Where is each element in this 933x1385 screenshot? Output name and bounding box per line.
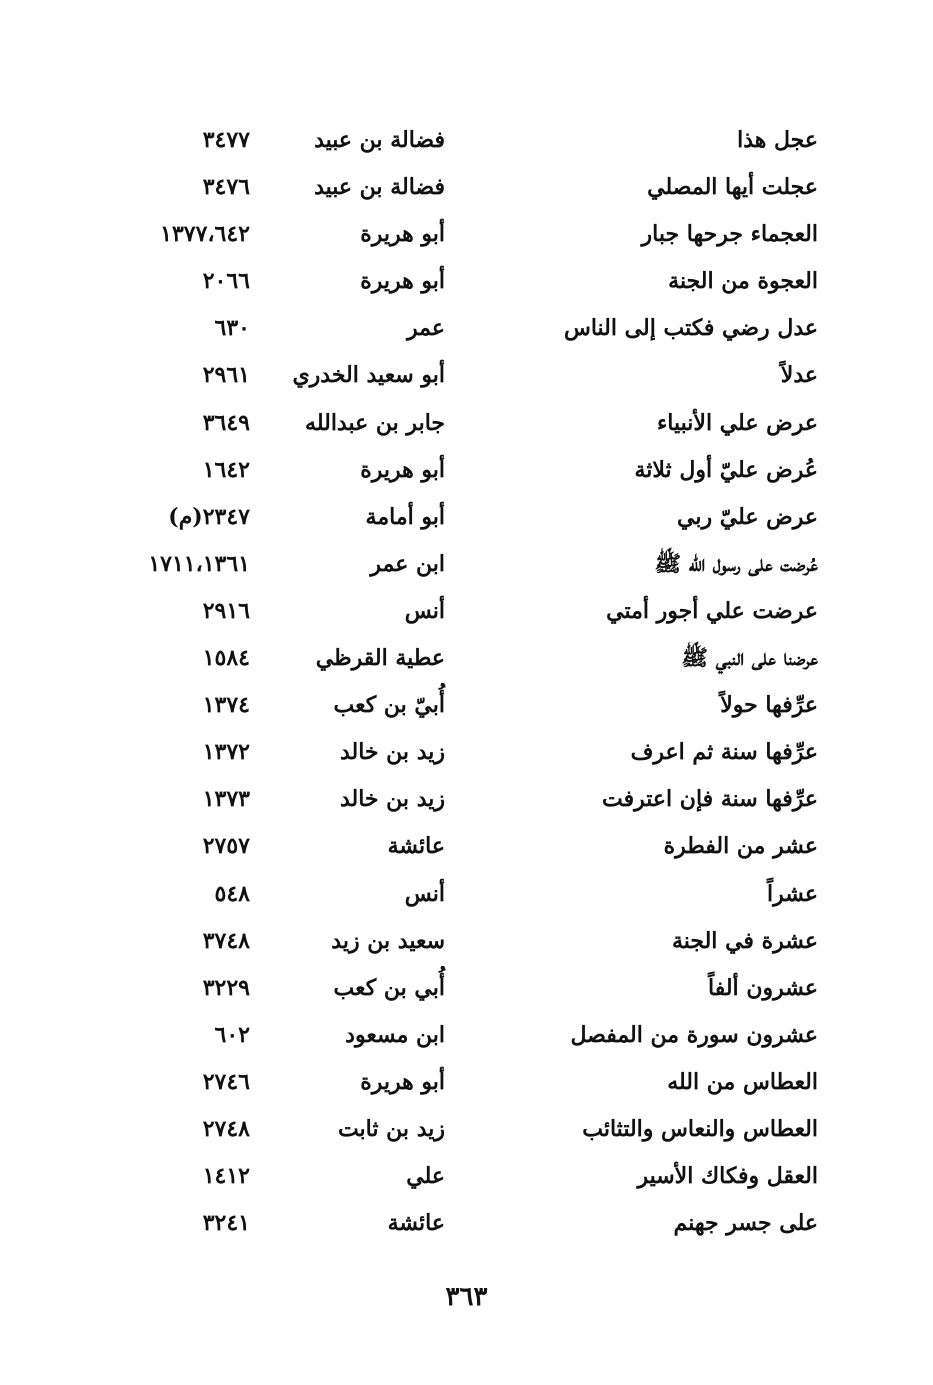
hadith-number: ٦٣٠ [214, 315, 250, 342]
hadith-text: عشر من الفطرة [663, 833, 818, 860]
hadith-number: ١٣٧٤ [202, 692, 250, 719]
hadith-text: عرِّفها حولاً [720, 692, 818, 719]
narrator-name: أبو هريرة [360, 221, 445, 248]
hadith-text: العطاس من الله [667, 1068, 818, 1095]
narrator-name: أُبيّ بن كعب [333, 692, 445, 719]
index-row [0, 352, 933, 399]
hadith-number: ٢٩١٦ [202, 597, 250, 624]
index-row [0, 588, 933, 635]
narrator-name: عائشة [387, 1210, 445, 1237]
hadith-number: ٢٩٦١ [202, 362, 250, 389]
hadith-text: عرِّفها سنة ثم اعرف [630, 739, 818, 766]
narrator-name: ابن عمر [370, 550, 445, 577]
narrator-name: سعيد بن زيد [331, 927, 445, 954]
hadith-text: عرض علي الأنبياء [656, 409, 818, 436]
hadith-number: ٣٤٧٦ [202, 174, 250, 201]
narrator-name: علي [406, 1163, 445, 1190]
hadith-text: عجلت أيها المصلي [647, 174, 818, 201]
narrator-name: أُبي بن كعب [333, 974, 445, 1001]
narrator-name: زيد بن خالد [339, 739, 445, 766]
narrator-name: جابر بن عبدالله [305, 409, 445, 436]
hadith-number: ١٧١١،١٣٦١ [148, 550, 250, 577]
hadith-number: ٢٣٤٧(م) [168, 503, 250, 530]
narrator-name: أبو هريرة [360, 268, 445, 295]
hadith-number: ١٣٧٣ [202, 786, 250, 813]
index-row [0, 447, 933, 494]
hadith-index-list [0, 117, 933, 1247]
index-row [0, 164, 933, 211]
narrator-name: أبو هريرة [360, 1068, 445, 1095]
hadith-text: عشرون ألفاً [708, 974, 818, 1001]
hadith-text: عرضنا على النبي ﷺ [681, 645, 818, 672]
index-row [0, 305, 933, 352]
narrator-name: فضالة بن عبيد [314, 174, 445, 201]
narrator-name: أبو سعيد الخدري [292, 362, 445, 389]
hadith-text: العجوة من الجنة [668, 268, 818, 295]
index-row [0, 400, 933, 447]
hadith-number: ٣٧٤٨ [202, 927, 250, 954]
hadith-text: عُرضت على رسول الله ﷺ [654, 550, 818, 577]
hadith-number: ٣٢٤١ [202, 1210, 250, 1237]
hadith-number: ١٣٧٢ [202, 739, 250, 766]
page-number: ٣٦٣ [445, 1282, 488, 1312]
index-row [0, 729, 933, 776]
index-row [0, 776, 933, 823]
index-row [0, 494, 933, 541]
index-row [0, 965, 933, 1012]
index-row [0, 258, 933, 305]
index-row [0, 1200, 933, 1247]
hadith-text: عجل هذا [737, 127, 818, 153]
hadith-number: ٣٦٤٩ [202, 409, 250, 436]
narrator-name: أنس [404, 597, 445, 624]
hadith-text: عُرض عليّ أول ثلاثة [634, 456, 818, 483]
index-row [0, 1012, 933, 1059]
hadith-number: ٦٠٢ [214, 1021, 250, 1048]
index-row [0, 117, 933, 164]
index-row [0, 1153, 933, 1200]
index-row [0, 211, 933, 258]
narrator-name: ابن مسعود [345, 1021, 445, 1048]
hadith-number: ٥٤٨ [214, 880, 250, 907]
index-row [0, 918, 933, 965]
index-row [0, 682, 933, 729]
narrator-name: عطية القرظي [315, 645, 445, 672]
index-row [0, 1059, 933, 1106]
hadith-number: ٢٧٥٧ [202, 833, 250, 860]
hadith-number: ١٦٤٢ [202, 456, 250, 483]
hadith-number: ٢٠٦٦ [202, 268, 250, 295]
hadith-number: ٣٤٧٧ [202, 127, 250, 153]
index-row [0, 823, 933, 870]
hadith-text: عدلاً [780, 362, 818, 389]
hadith-number: ١٥٨٤ [202, 645, 250, 672]
narrator-name: أنس [404, 880, 445, 907]
index-row [0, 1106, 933, 1153]
hadith-text: العطاس والنعاس والتثائب [582, 1115, 818, 1142]
hadith-text: عرضت علي أجور أمتي [606, 597, 818, 624]
index-row [0, 541, 933, 588]
hadith-number: ٢٧٤٦ [202, 1068, 250, 1095]
hadith-text: العقل وفكاك الأسير [637, 1163, 818, 1190]
hadith-text: عدل رضي فكتب إلى الناس [563, 315, 818, 342]
hadith-text: عشراً [766, 880, 818, 907]
narrator-name: أبو هريرة [360, 456, 445, 483]
narrator-name: زيد بن ثابت [337, 1115, 445, 1142]
hadith-text: عشرون سورة من المفصل [570, 1021, 818, 1048]
hadith-text: على جسر جهنم [673, 1210, 818, 1237]
narrator-name: عمر [407, 315, 445, 342]
narrator-name: زيد بن خالد [339, 786, 445, 813]
hadith-text: عشرة في الجنة [671, 927, 818, 954]
hadith-text: عرِّفها سنة فإن اعترفت [602, 786, 818, 813]
narrator-name: عائشة [387, 833, 445, 860]
hadith-text: عرض عليّ ربي [676, 503, 818, 530]
index-row [0, 635, 933, 682]
hadith-text: العجماء جرحها جبار [641, 221, 818, 248]
hadith-number: ٢٧٤٨ [202, 1115, 250, 1142]
hadith-number: ٣٢٢٩ [202, 974, 250, 1001]
narrator-name: أبو أمامة [365, 503, 445, 530]
hadith-number: ١٤١٢ [202, 1163, 250, 1190]
narrator-name: فضالة بن عبيد [314, 127, 445, 153]
hadith-number: ١٣٧٧،٦٤٢ [160, 221, 250, 248]
index-row [0, 871, 933, 918]
